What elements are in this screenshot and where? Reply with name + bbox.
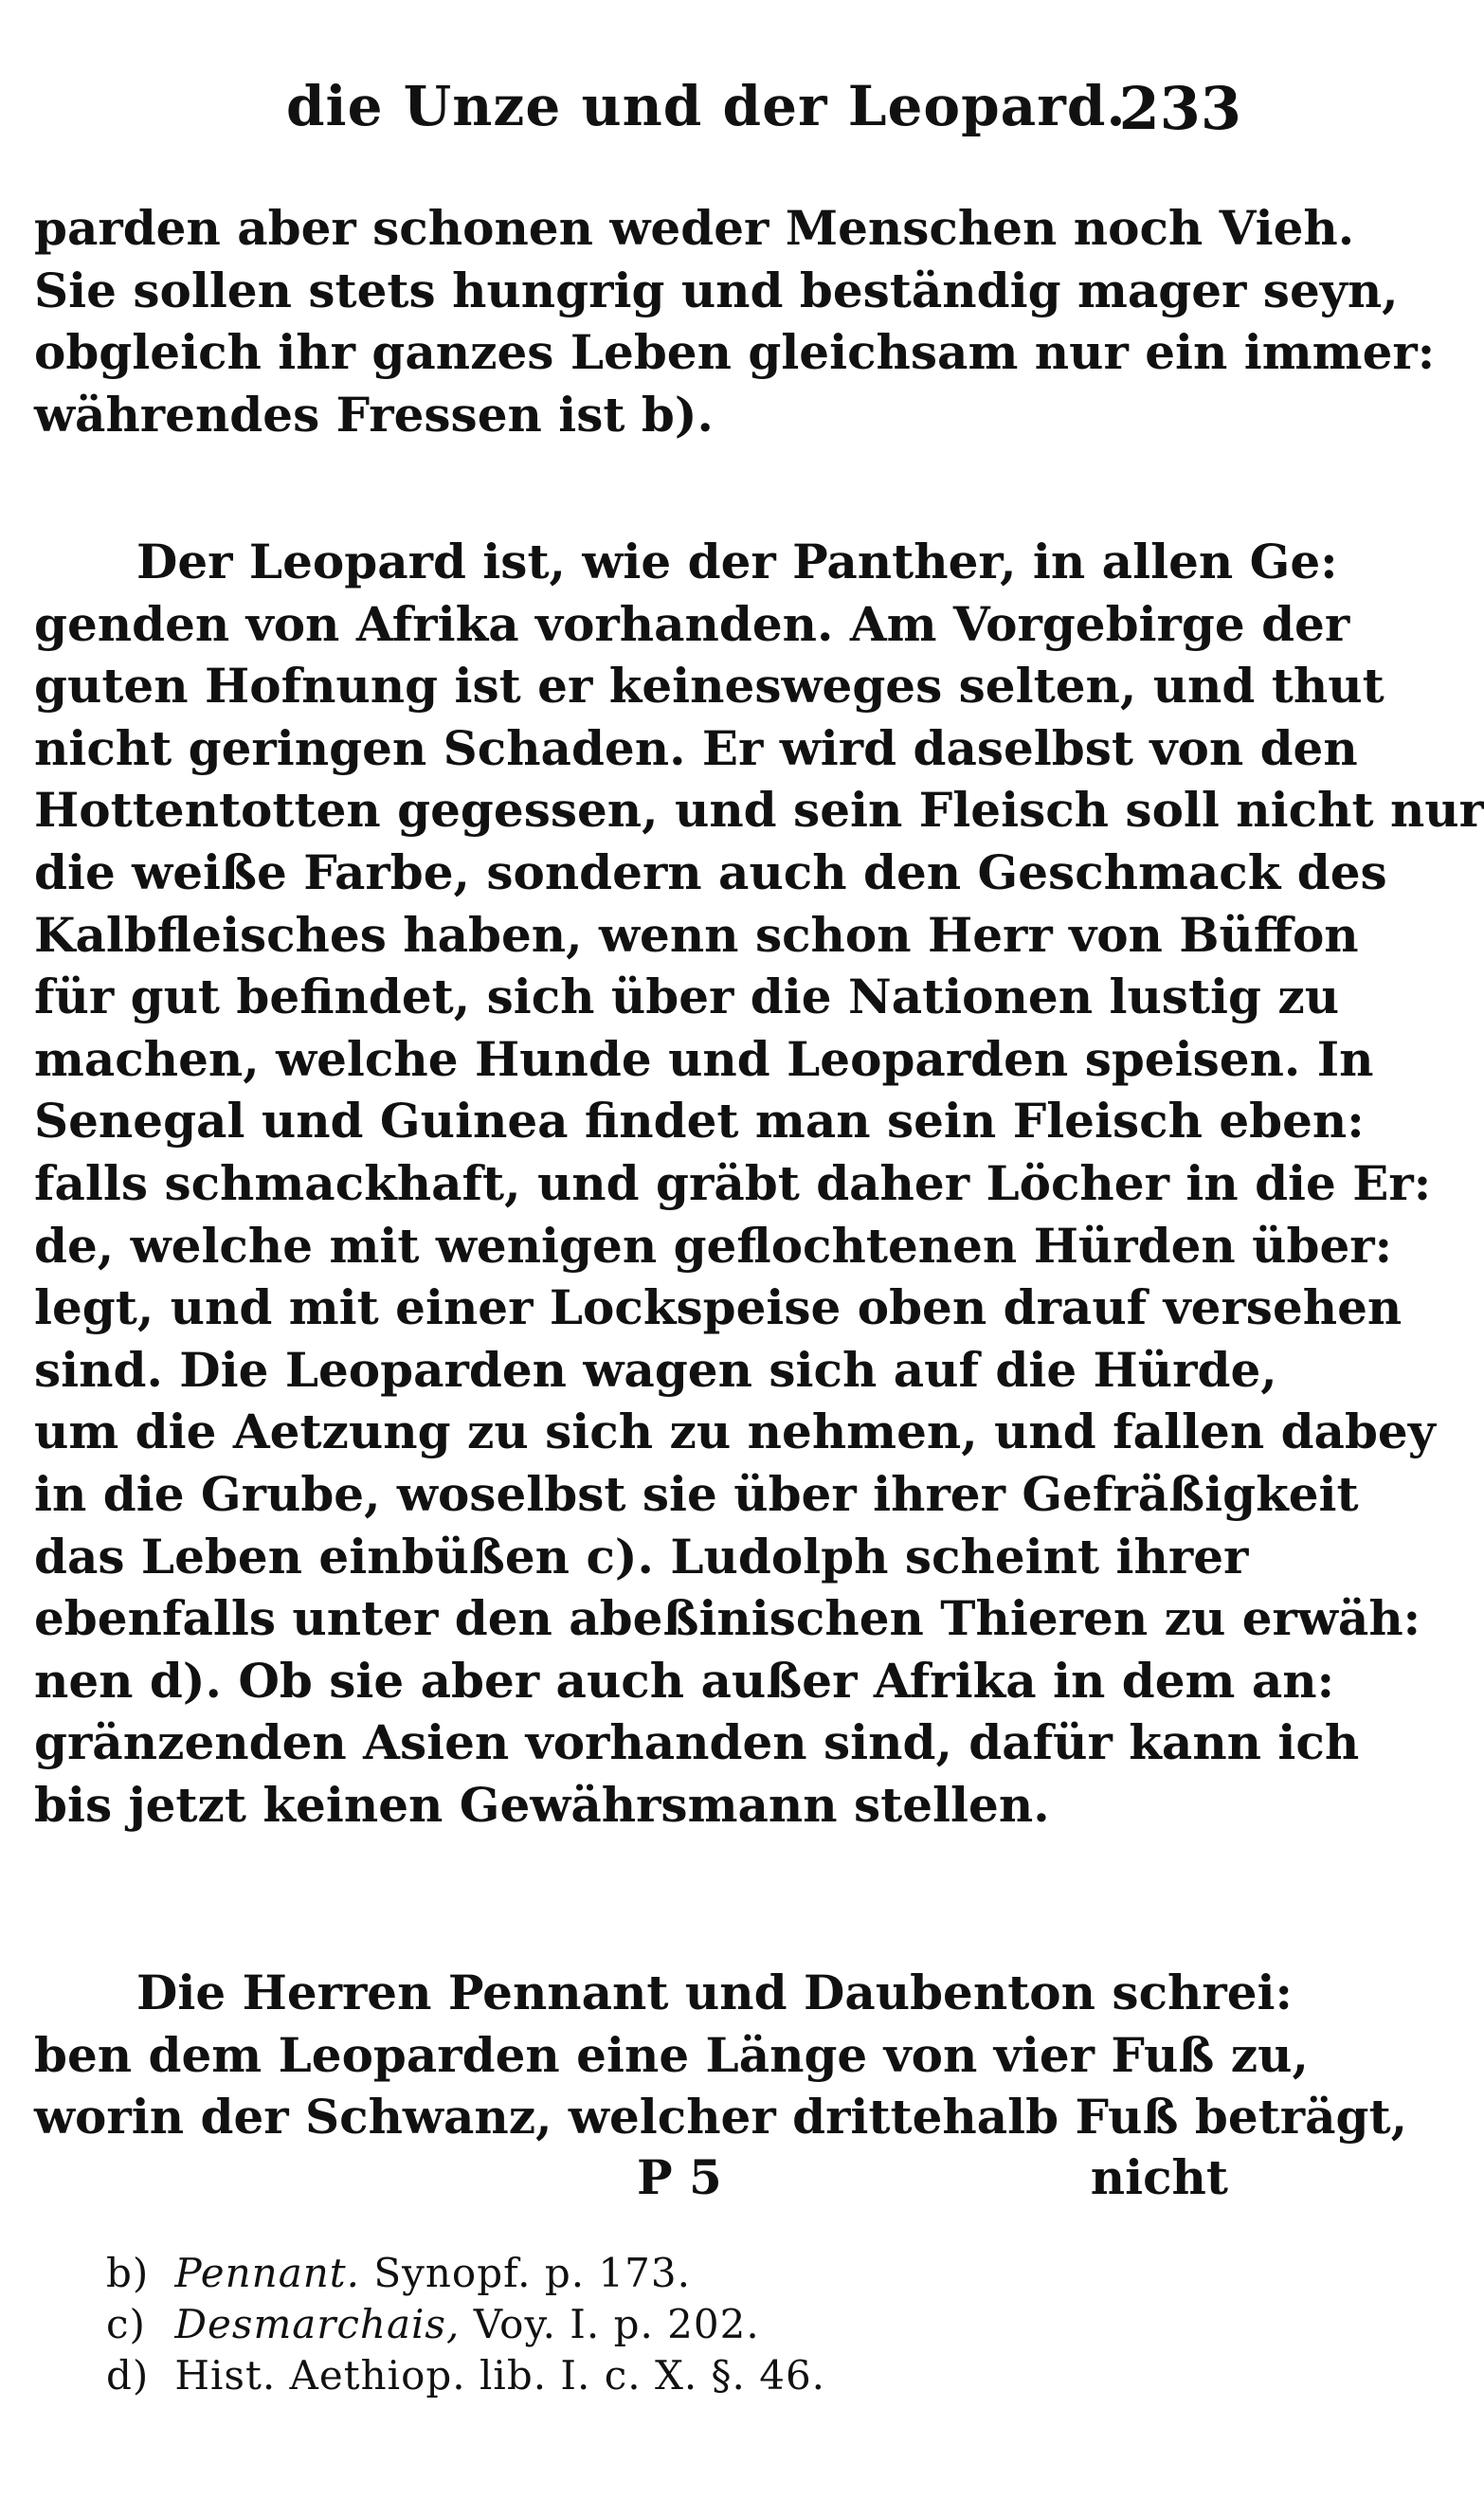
text-line: de, welche mit wenigen geflochtenen Hürden über:	[34, 1217, 1393, 1274]
footnote-reference: Synopf. p. 173.	[373, 2250, 691, 2296]
text-line: gränzenden Asien vorhanden sind, dafür kann ich	[34, 1714, 1360, 1771]
text-line: parden aber schonen weder Menschen noch Vieh.	[34, 200, 1355, 256]
text-line: worin der Schwanz, welcher drittehalb Fuß beträgt,	[34, 2089, 1407, 2146]
text-line: guten Hofnung ist er keinesweges selten, und thut	[34, 658, 1384, 715]
text-line: Kalbfleisches haben, wenn schon Herr von Büffon	[34, 906, 1359, 963]
footnote-reference: Voy. I. p. 202.	[473, 2301, 760, 2347]
text-line: legt, und mit einer Lockspeise oben drauf versehen	[34, 1279, 1403, 1336]
footnote	[106, 2350, 1149, 2401]
footnote-author: Desmarchais,	[174, 2301, 474, 2347]
text-line: nen d). Ob sie aber auch außer Afrika in dem an:	[34, 1652, 1335, 1709]
text-line: machen, welche Hunde und Leoparden speisen. In	[34, 1030, 1374, 1087]
signature-row	[34, 2149, 1228, 2216]
text-line: ben dem Leoparden eine Länge von vier Fuß zu,	[34, 2026, 1309, 2083]
footnote-author: Pennant.	[174, 2250, 374, 2296]
footnote-label: c)	[106, 2301, 146, 2347]
footnote-label: b)	[106, 2250, 150, 2296]
page-header	[38, 74, 1241, 159]
running-title: die Unze und der Leopard.	[286, 74, 1127, 138]
text-line: Hottentotten gegessen, und sein Fleisch soll nicht nur	[34, 782, 1484, 839]
text-line: die weiße Farbe, sondern auch den Geschmack des	[34, 843, 1387, 900]
text-line: in die Grube, woselbst sie über ihrer Gefräßigkeit	[34, 1465, 1359, 1522]
text-line: genden von Afrika vorhanden. Am Vorgebirge der	[34, 595, 1350, 652]
paragraph-1	[34, 197, 1436, 445]
text-line: nicht geringen Schaden. Er wird daselbst von den	[34, 719, 1358, 776]
footnote	[106, 2299, 1149, 2350]
page-number: 233	[1118, 74, 1241, 143]
footnotes	[106, 2248, 1149, 2401]
footnote-label: d)	[106, 2352, 150, 2399]
paragraph-3	[34, 1962, 1407, 2148]
text-line: Sie sollen stets hungrig und beständig mager seyn,	[34, 262, 1399, 318]
footnote	[106, 2248, 1149, 2299]
footnote-reference: Hist. Aethiop. lib. I. c. X. §. 46.	[174, 2352, 826, 2399]
catchword: nicht	[1090, 2149, 1228, 2205]
text-line: sind. Die Leoparden wagen sich auf die Hürde,	[34, 1341, 1277, 1398]
text-line: das Leben einbüßen c). Ludolph scheint ihrer	[34, 1528, 1249, 1584]
text-line: ebenfalls unter den abeßinischen Thieren zu erwäh:	[34, 1590, 1421, 1647]
text-line: Die Herren Pennant und Daubenton schrei:	[136, 1965, 1293, 2020]
text-line: Der Leopard ist, wie der Panther, in allen Ge:	[136, 534, 1338, 589]
text-line: obgleich ihr ganzes Leben gleichsam nur ein immer:	[34, 324, 1436, 381]
text-line: falls schmackhaft, und gräbt daher Löcher in die Er:	[34, 1154, 1432, 1211]
paragraph-2	[34, 531, 1484, 1836]
text-line: währendes Fressen ist b).	[34, 386, 714, 443]
text-line: Senegal und Guinea findet man sein Fleisch eben:	[34, 1093, 1365, 1150]
text-line: für gut befindet, sich über die Nationen lustig zu	[34, 969, 1340, 1025]
text-line: um die Aetzung zu sich zu nehmen, und fallen dabey	[34, 1403, 1436, 1460]
text-line: bis jetzt keinen Gewährsmann stellen.	[34, 1776, 1050, 1833]
signature-mark: P 5	[637, 2149, 722, 2205]
